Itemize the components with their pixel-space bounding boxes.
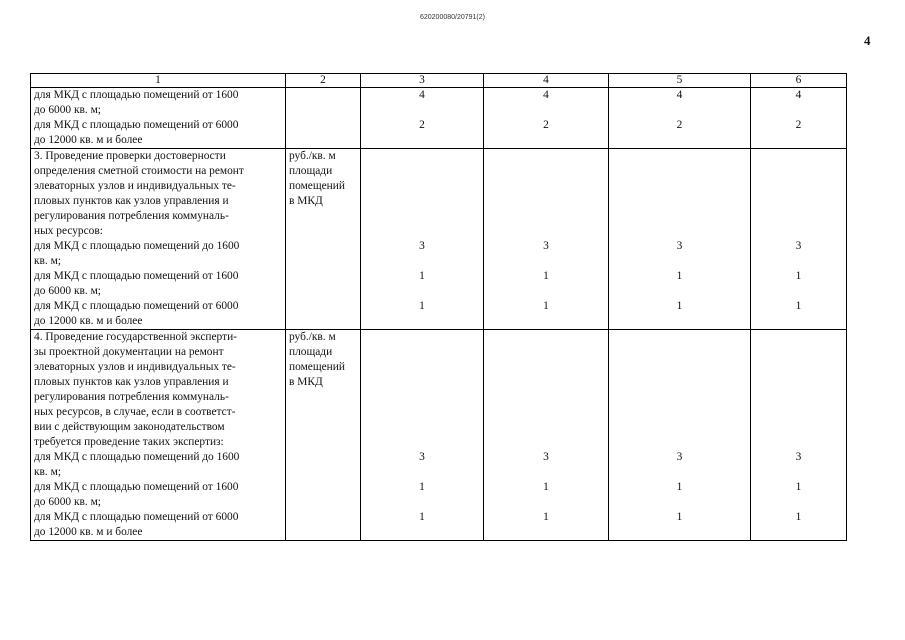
value: 1 — [419, 481, 425, 493]
description-line: 3. Проведение проверки достоверности — [34, 150, 226, 162]
value: 1 — [795, 300, 802, 312]
value: 1 — [676, 481, 683, 493]
description-line: для МКД с площадью помещений от 1600 — [34, 270, 239, 282]
tariff-table — [30, 73, 847, 541]
value-cell — [751, 149, 847, 330]
unit-cell — [286, 149, 361, 330]
description-line: элеваторных узлов и индивидуальных те- — [34, 180, 236, 192]
value-cell — [361, 330, 484, 541]
value: 2 — [543, 119, 549, 131]
unit-line: в МКД — [289, 376, 323, 388]
value: 3 — [543, 451, 549, 463]
value: 3 — [676, 451, 683, 463]
description-line: до 12000 кв. м и более — [34, 134, 143, 146]
value-cell — [609, 330, 751, 541]
value: 3 — [795, 451, 802, 463]
description-line: для МКД с площадью помещений от 1600 — [34, 481, 239, 493]
value: 1 — [676, 511, 683, 523]
value-cell — [484, 330, 609, 541]
value: 2 — [419, 119, 425, 131]
unit-cell — [286, 330, 361, 541]
value-cell — [361, 149, 484, 330]
value-cell — [361, 88, 484, 149]
value: 3 — [543, 240, 549, 252]
value: 4 — [419, 89, 425, 101]
page-number: 4 — [864, 33, 871, 48]
value-cell — [609, 88, 751, 149]
description-line: кв. м; — [34, 466, 61, 478]
column-header: 4 — [484, 74, 609, 88]
value: 4 — [543, 89, 549, 101]
column-header: 2 — [286, 74, 361, 88]
description-line: для МКД с площадью помещений от 6000 — [34, 119, 239, 131]
value: 1 — [543, 481, 549, 493]
value: 4 — [795, 89, 802, 101]
description-line: пловых пунктов как узлов управления и — [34, 376, 229, 388]
unit-line: руб./кв. м — [289, 331, 336, 343]
description-cell — [31, 330, 286, 541]
value: 1 — [419, 270, 425, 282]
value: 3 — [419, 451, 425, 463]
table-row — [31, 330, 847, 541]
unit-cell — [286, 88, 361, 149]
description-line: регулирования потребления коммуналь- — [34, 210, 229, 222]
description-line: 4. Проведение государственной эксперти- — [34, 331, 237, 343]
value: 3 — [676, 240, 683, 252]
description-line: пловых пунктов как узлов управления и — [34, 195, 229, 207]
description-line: для МКД с площадью помещений от 1600 — [34, 89, 239, 101]
description-line: до 6000 кв. м; — [34, 285, 101, 297]
unit-line: в МКД — [289, 195, 323, 207]
value-cell — [751, 330, 847, 541]
column-header: 5 — [609, 74, 751, 88]
value: 1 — [419, 511, 425, 523]
column-header: 3 — [361, 74, 484, 88]
value: 3 — [795, 240, 802, 252]
document-id: 620200080/20791(2) — [419, 14, 485, 21]
table-row — [31, 88, 847, 149]
description-line: до 12000 кв. м и более — [34, 526, 143, 538]
description-cell — [31, 88, 286, 149]
value: 1 — [795, 511, 802, 523]
unit-line: площади — [289, 346, 333, 358]
value-cell — [609, 149, 751, 330]
value: 1 — [676, 270, 683, 282]
value-cell — [751, 88, 847, 149]
value: 1 — [419, 300, 425, 312]
value: 1 — [543, 300, 549, 312]
value: 4 — [676, 89, 683, 101]
value: 1 — [795, 270, 802, 282]
value: 1 — [795, 481, 802, 493]
description-cell — [31, 149, 286, 330]
description-line: для МКД с площадью помещений до 1600 — [34, 451, 240, 463]
value: 1 — [543, 270, 549, 282]
description-line: для МКД с площадью помещений от 6000 — [34, 511, 239, 523]
description-line: вии с действующим законодательством — [34, 421, 225, 433]
column-header: 1 — [31, 74, 286, 88]
description-line: зы проектной документации на ремонт — [34, 346, 224, 358]
description-line: для МКД с площадью помещений до 1600 — [34, 240, 240, 252]
description-line: ных ресурсов: — [34, 225, 103, 237]
description-line: определения сметной стоимости на ремонт — [34, 165, 244, 177]
table-row — [31, 149, 847, 330]
description-line: до 6000 кв. м; — [34, 104, 101, 116]
description-line: ных ресурсов, в случае, если в соответст- — [34, 406, 236, 418]
description-line: до 6000 кв. м; — [34, 496, 101, 508]
unit-line: помещений — [289, 180, 345, 192]
description-line: кв. м; — [34, 255, 61, 267]
description-line: до 12000 кв. м и более — [34, 315, 143, 327]
description-line: элеваторных узлов и индивидуальных те- — [34, 361, 236, 373]
description-line: требуется проведение таких экспертиз: — [34, 436, 224, 448]
value: 1 — [676, 300, 683, 312]
value: 2 — [795, 119, 802, 131]
unit-line: руб./кв. м — [289, 150, 336, 162]
value: 1 — [543, 511, 549, 523]
unit-line: помещений — [289, 361, 345, 373]
table-header-row — [31, 74, 847, 88]
value-cell — [484, 149, 609, 330]
value-cell — [484, 88, 609, 149]
column-header: 6 — [751, 74, 847, 88]
unit-line: площади — [289, 165, 333, 177]
value: 3 — [419, 240, 425, 252]
value: 2 — [676, 119, 683, 131]
description-line: для МКД с площадью помещений от 6000 — [34, 300, 239, 312]
description-line: регулирования потребления коммуналь- — [34, 391, 229, 403]
